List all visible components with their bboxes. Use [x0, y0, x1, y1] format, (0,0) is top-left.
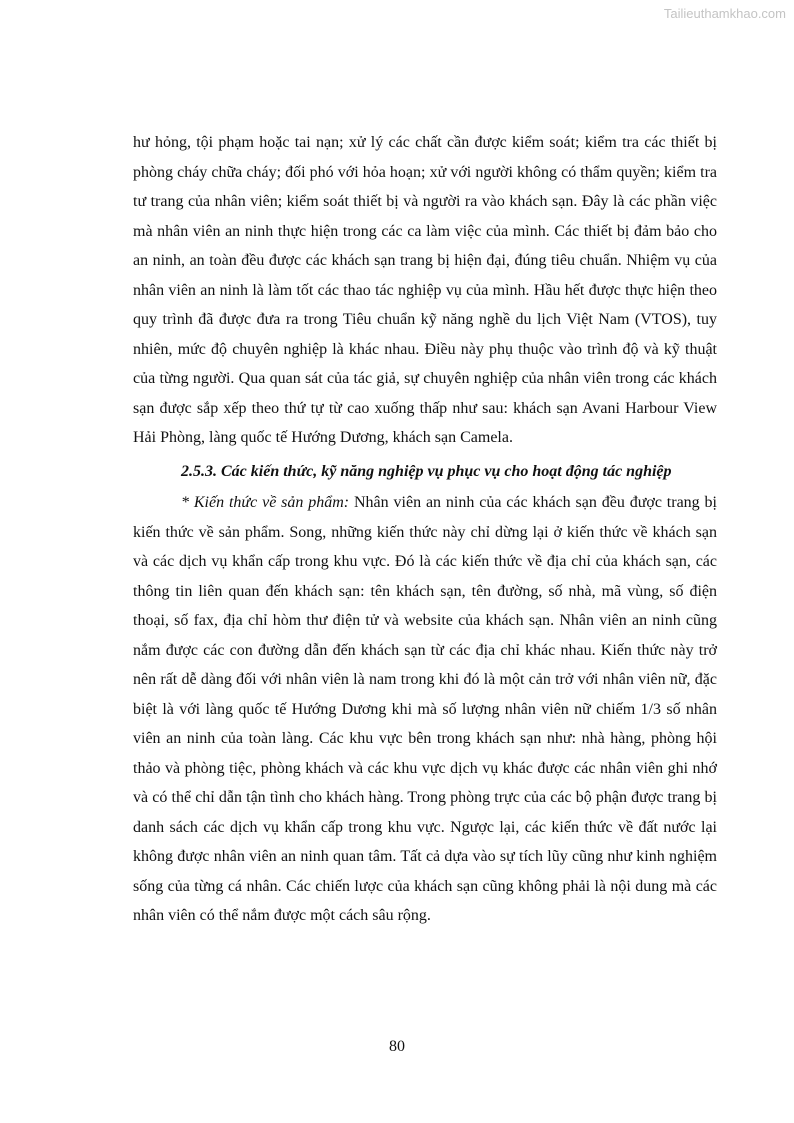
paragraph-2-body: Nhân viên an ninh của các khách sạn đều được trang bị kiến thức về sản phẩm. Song, những kiến thức này chỉ dừng lại ở kiến thức về khách sạn và các dịch vụ khẩn cấp trong khu vực. Đó là các kiến thức về địa chỉ của khách sạn, các thông tin liên quan đến khách sạn: tên khách sạn, tên đường, số nhà, mã vùng, số điện thoại, số fax, địa chỉ hòm thư điện tử và website của khách sạn. Nhân viên an ninh cũng nắm được các con đường dẫn đến khách sạn từ các địa chỉ khác nhau. Kiến thức này trở nên rất dễ dàng đối với nhân viên là nam trong khi đó là một cản trở với nhân viên nữ, đặc biệt là với làng quốc tế Hướng Dương khi mà số lượng nhân viên nữ chiếm 1/3 số nhân viên an ninh của toàn làng. Các khu vực bên trong khách sạn như: nhà hàng, phòng hội thảo và phòng tiệc, phòng khách và các khu vực dịch vụ khác được các nhân viên ghi nhớ và có thể chỉ dẫn tận tình cho khách hàng. Trong phòng trực của các bộ phận được trang bị danh sách các dịch vụ khẩn cấp trong khu vực. Ngược lại, các kiến thức về đất nước lại không được nhân viên an ninh quan tâm. Tất cả dựa vào sự tích lũy cũng như kinh nghiệm sống của từng cá nhân. Các chiến lược của khách sạn cũng không phải là nội dung mà các nhân viên có thể nắm được một cách sâu rộng. [133, 494, 717, 924]
paragraph-2-label: * Kiến thức về sản phẩm: [181, 494, 350, 511]
page-number: 80 [389, 1038, 405, 1055]
page-content [133, 128, 717, 931]
section-heading: 2.5.3. Các kiến thức, kỹ năng nghiệp vụ phục vụ cho hoạt động tác nghiệp [181, 462, 672, 480]
body-paragraph-2 [133, 488, 717, 931]
body-paragraph-1: hư hỏng, tội phạm hoặc tai nạn; xử lý các chất cần được kiểm soát; kiểm tra các thiết bị phòng cháy chữa cháy; đối phó với hỏa hoạn; xử với người không có thẩm quyền; kiểm tra tư trang của nhân viên; kiểm soát thiết bị và người ra vào khách sạn. Đây là các phần việc mà nhân viên an ninh thực hiện trong các ca làm việc của mình. Các thiết bị đảm bảo cho an ninh, an toàn đều được các khách sạn trang bị hiện đại, đúng tiêu chuẩn. Nhiệm vụ của nhân viên an ninh là làm tốt các thao tác nghiệp vụ của mình. Hầu hết được thực hiện theo quy trình đã được đưa ra trong Tiêu chuẩn kỹ năng nghề du lịch Việt Nam (VTOS), tuy nhiên, mức độ chuyên nghiệp là khác nhau. Điều này phụ thuộc vào trình độ và kỹ thuật của từng người. Qua quan sát của tác giả, sự chuyên nghiệp của nhân viên trong các khách sạn được sắp xếp theo thứ tự từ cao xuống thấp như sau: khách sạn Avani Harbour View Hải Phòng, làng quốc tế Hướng Dương, khách sạn Camela. [133, 134, 717, 446]
watermark: Tailieuthamkhao.com [663, 6, 786, 21]
